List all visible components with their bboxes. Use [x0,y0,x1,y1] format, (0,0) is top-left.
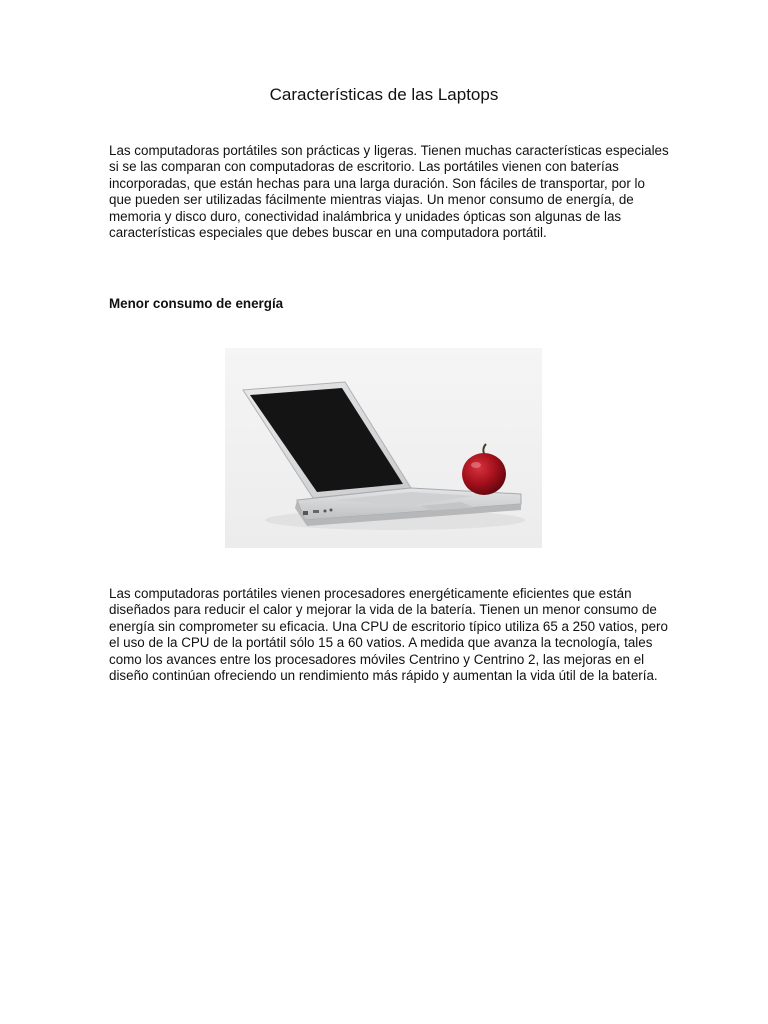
document-title: Características de las Laptops [269,85,499,104]
laptop-with-apple-photo [225,348,542,548]
intro-paragraph: Las computadoras portátiles son prácticas y ligeras. Tienen muchas características especiales si se las comparan con computadoras de escritorio. Las portátiles vienen con baterías incorporadas, que están hechas para una larga duración. Son fáciles de transportar, por lo que pueden ser utilizadas fácilmente mientras viajas. Un menor consumo de energía, de memoria y disco duro, conectividad inalámbrica y unidades ópticas son algunas de las características especiales que debes buscar en una computadora portátil. [109,143,669,241]
section-heading: Menor consumo de energía [109,296,284,311]
section-body-paragraph: Las computadoras portátiles vienen procesadores energéticamente eficientes que están diseñados para reducir el calor y mejorar la vida de la batería. Tienen un menor consumo de energía sin comprometer su eficacia. Una CPU de escritorio típico utiliza 65 a 250 vatios, pero el uso de la CPU de la portátil sólo 15 a 60 vatios. A medida que avanza la tecnología, tales como los avances entre los procesadores móviles Centrino y Centrino 2, las mejoras en el diseño continúan ofreciendo un rendimiento más rápido y aumentan la vida útil de la batería. [109,586,668,684]
